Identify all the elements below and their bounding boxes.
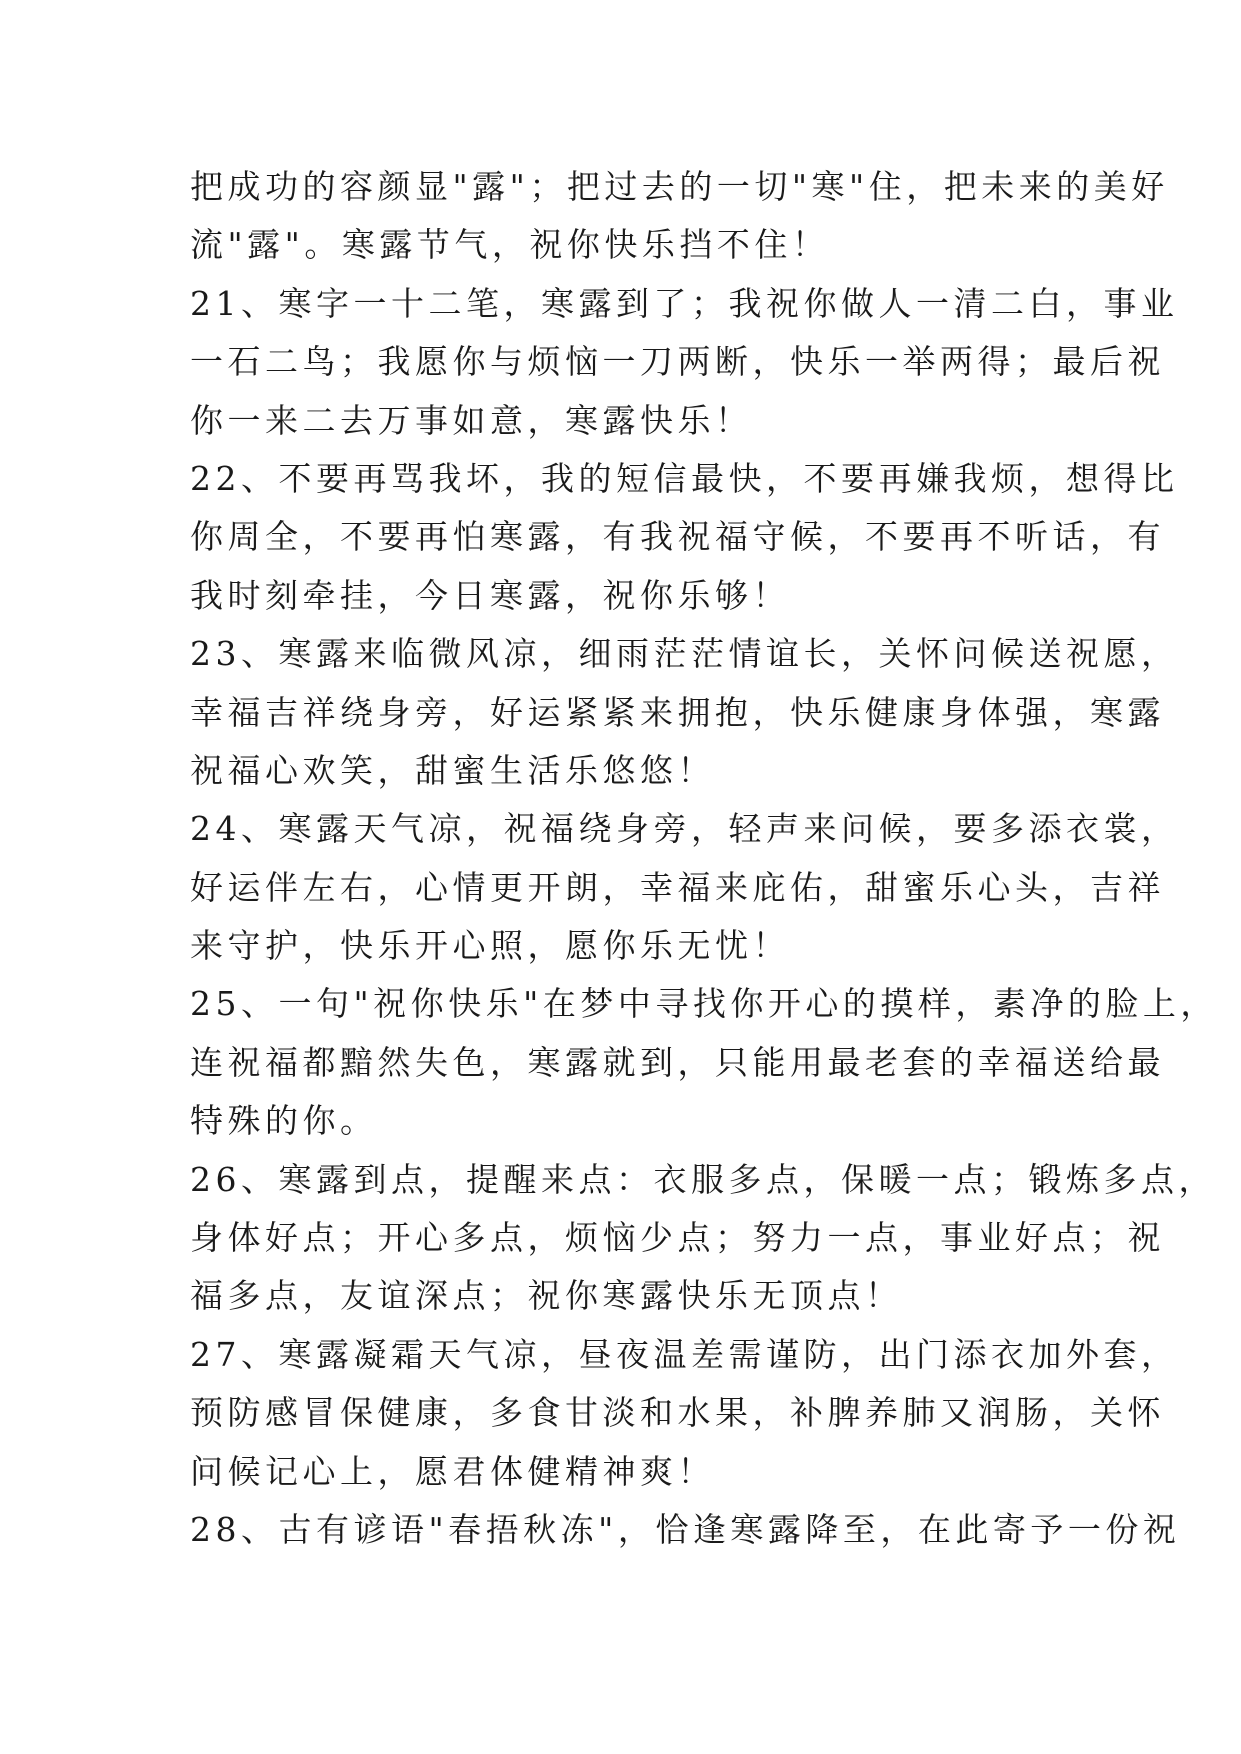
text-line: 特殊的你。 [190,1101,378,1141]
text-line: 23、寒露来临微风凉，细雨茫茫情谊长，关怀问候送祝愿， [190,634,1179,674]
text-line: 我时刻牵挂，今日寒露，祝你乐够！ [190,575,790,615]
text-line: 27、寒露凝霜天气凉，昼夜温差需谨防，出门添衣加外套， [190,1334,1179,1374]
text-line: 把成功的容颜显"露"；把过去的一切"寒"住，把未来的美好 [190,167,1169,206]
text-line: 预防感冒保健康，多食甘淡和水果，补脾养肺又润肠，关怀 [190,1393,1165,1433]
text-line: 来守护，快乐开心照，愿你乐无忧！ [190,926,790,966]
text-line: 身体好点；开心多点，烦恼少点；努力一点，事业好点；祝 [190,1218,1165,1258]
text-line: 问候记心上，愿君体健精神爽！ [190,1451,715,1491]
text-line: 一石二鸟；我愿你与烦恼一刀两断，快乐一举两得；最后祝 [190,342,1165,382]
text-line: 幸福吉祥绕身旁，好运紧紧来拥抱，快乐健康身体强，寒露 [190,692,1165,732]
text-line: 福多点，友谊深点；祝你寒露快乐无顶点！ [190,1276,903,1316]
text-line: 流"露"。寒露节气，祝你快乐挡不住！ [190,225,830,265]
document-body [190,158,1218,1559]
text-line: 祝福心欢笑，甜蜜生活乐悠悠！ [190,750,715,790]
text-line: 你一来二去万事如意，寒露快乐！ [190,400,753,440]
text-line: 24、寒露天气凉，祝福绕身旁，轻声来问候，要多添衣裳， [190,809,1179,849]
text-line: 好运伴左右，心情更开朗，幸福来庇佑，甜蜜乐心头，吉祥 [190,867,1165,907]
text-line: 你周全，不要再怕寒露，有我祝福守候，不要再不听话，有 [190,517,1165,557]
text-line: 22、不要再骂我坏，我的短信最快，不要再嫌我烦，想得比 [190,458,1179,498]
text-line: 连祝福都黯然失色，寒露就到，只能用最老套的幸福送给最 [190,1042,1165,1082]
text-line: 28、古有谚语"春捂秋冻"，恰逢寒露降至，在此寄予一份祝 [190,1509,1181,1549]
text-line: 21、寒字一十二笔，寒露到了；我祝你做人一清二白，事业 [190,283,1179,323]
text-line: 25、一句"祝你快乐"在梦中寻找你开心的摸样，素净的脸上， [190,984,1218,1024]
text-line: 26、寒露到点，提醒来点：衣服多点，保暖一点；锻炼多点， [190,1159,1216,1199]
